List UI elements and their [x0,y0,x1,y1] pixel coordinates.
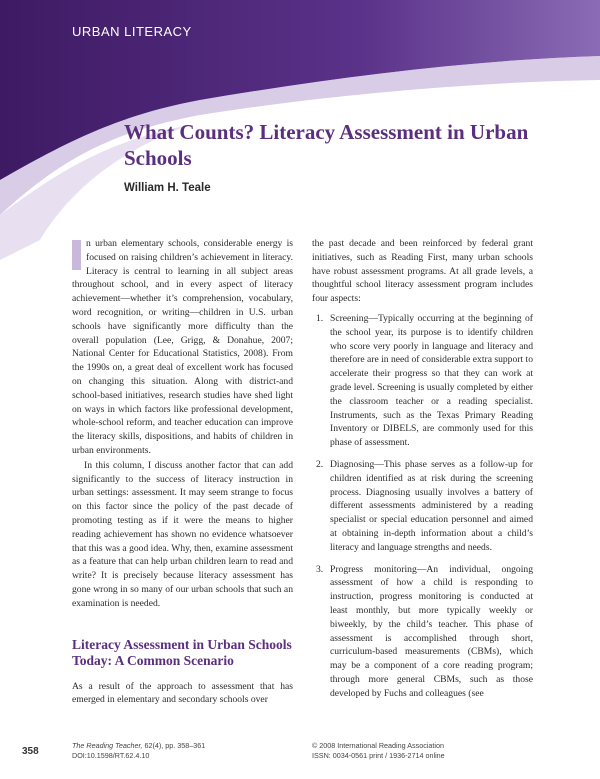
body-paragraph: the past decade and been reinforced by federal grant initiatives, such as Reading First, many urban schools have robust assessment programs. At all grade levels, a thoughtful school literacy assessment program includes four aspects: [312,238,533,305]
assessment-aspects-list [312,312,533,701]
drop-cap-i [72,240,81,270]
article-title: What Counts? Literacy Assessment in Urban Schools [124,120,529,170]
body-paragraph: n urban elementary schools, considerable energy is focused on raising children’s achievement in literacy. Literacy is central to learning in all subject areas throughout school, and in every aspect of literacy achievement—whether it’s comprehension, vocabulary, word recognition, or writing—children in U.S. urban schools have significantly more difficulty than the overall population (Lee, Grigg, & Donahue, 2007; National Center for Educational Statistics, 2008). From the 1990s on, a great deal of excellent work has focused on changing this situation. Along with district-and school-based initiatives, research studies have shed light on ways in which factors like professional development, whole-school reform, and teacher education can improve the literacy skills, dispositions, and habits of children in urban environments. [72,238,293,456]
body-paragraph: As a result of the approach to assessment that has emerged in elementary and secondary schools over [72,680,293,706]
article-author: William H. Teale [124,182,211,194]
section-label: URBAN LITERACY [72,24,192,39]
list-item: 3. Progress monitoring—An individual, ongoing assessment of how a child is responding to instruction, progress monitoring is conducted at least monthly, but more typically weekly or biweekly, by the child’s teacher. This phase of assessment is accomplished through short, curriculum-based measurements (CBMs), which may be a component of a core reading program; through more general CBMs, such as those developed by Fuchs and colleagues (see [316,563,533,699]
page-footer [0,738,600,768]
right-column [312,237,533,709]
page-number: 358 [22,746,39,757]
footer-citation: The Reading Teacher, 62(4), pp. 358–361 DOI:10.1598/RT.62.4.10 [72,741,206,760]
list-item: 1. Screening—Typically occurring at the beginning of the school year, its purpose is to identify children who score very poorly in language and literacy and therefore are in need of considerable extra support to accelerate their progress so that they can work at grade level. Screening is usually completed by either the classroom teacher or a reading specialist. Instruments, such as the Texas Primary Reading Inventory or DIBELS, are commonly used for this phase of assessment. [316,312,534,449]
section-subheading: Literacy Assessment in Urban Schools Today: A Common Scenario [72,636,292,669]
body-paragraph: In this column, I discuss another factor that can add significantly to the success of literacy instruction in urban settings: assessment. It may seem strange to focus on this factor since the policy of the past decade of promoting testing as if it were the means to higher reading achievement has shown no evidence whatsoever that this was a good idea. Why, then, examine assessment as a feature that can help urban children learn to read and write? It is precisely because literacy assessment has gone wrong in so many of our urban schools that such an examination is needed. [72,459,293,609]
list-item: 2. Diagnosing—This phase serves as a follow-up for children identified as at risk during the screening process. Diagnosing usually involves a battery of different assessments administered by a reading specialist or special education personnel and aimed at obtaining in-depth information about a child’s literacy and language strengths and needs. [316,458,533,553]
footer-copyright: © 2008 International Reading Association ISSN: 0034-0561 print / 1936-2714 online [312,741,445,760]
left-column [72,237,293,707]
